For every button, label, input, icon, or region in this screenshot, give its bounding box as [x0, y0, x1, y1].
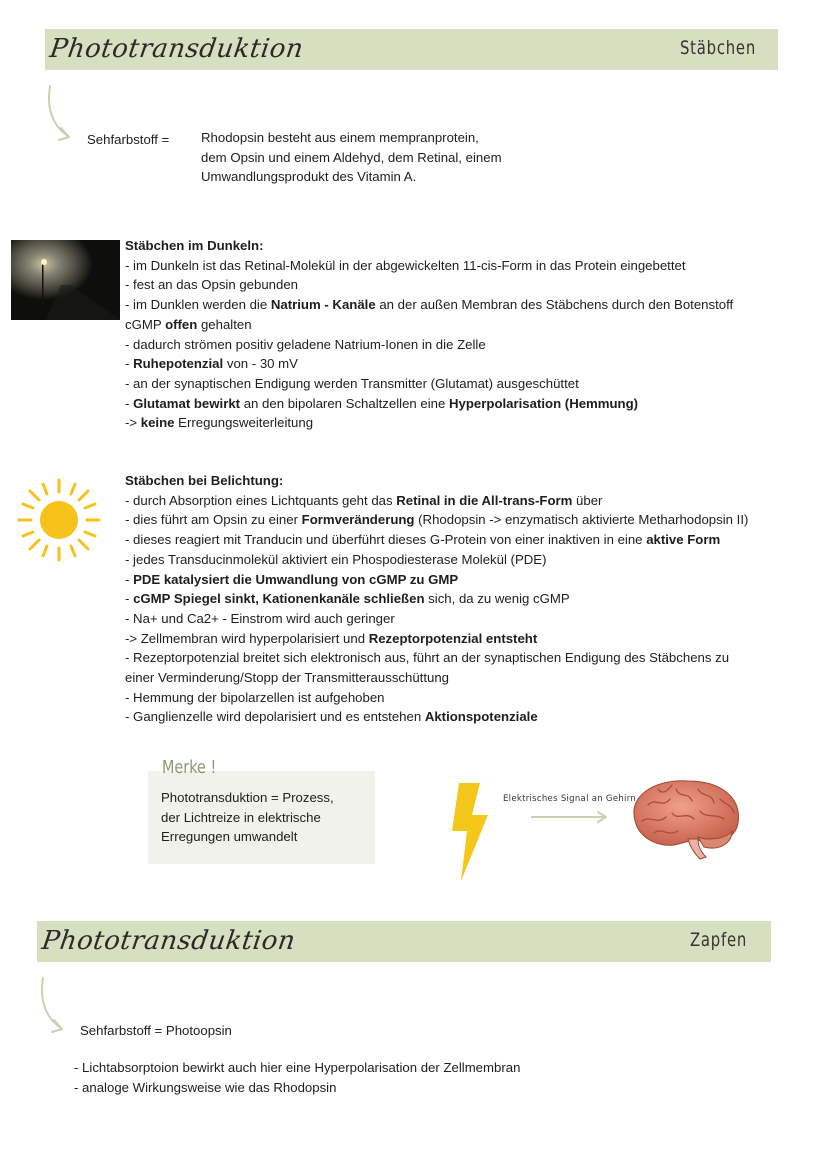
text-segment: cGMP [125, 316, 166, 332]
text-line: Umwandlungsprodukt des Vitamin A. [201, 169, 417, 185]
text-line [125, 256, 733, 276]
text-segment: sich, da zu wenig cGMP [424, 591, 570, 607]
text-segment: Erregungsweiterleitung [174, 415, 314, 431]
bold-text: Retinal in die All-trans-Form [396, 492, 573, 508]
bold-text: Aktionspotenziale [424, 709, 538, 725]
text-line: Phototransduktion = Prozess, [161, 790, 334, 805]
bold-text: Natrium - Kanäle [270, 297, 376, 313]
text-line [125, 550, 748, 570]
bold-text: Glutamat bewirkt [133, 395, 241, 411]
section-title: Phototransduktion [39, 926, 298, 956]
dark-lines [125, 256, 733, 433]
merke-text [161, 788, 334, 847]
text-segment: - fest an das Opsin gebunden [125, 277, 299, 293]
section-title: Phototransduktion [47, 34, 306, 64]
text-segment: -> Zellmembran wird hyperpolarisiert und [125, 630, 369, 646]
bold-text: Formveränderung [301, 512, 415, 528]
sehfarbstoff-label: Sehfarbstoff = [87, 132, 170, 147]
text-line: - Lichtabsorptoion bewirkt auch hier eine Hyperpolarisation der Zellmembran [74, 1060, 521, 1075]
text-line [125, 335, 733, 355]
bold-text: keine [140, 415, 175, 431]
lightning-icon [450, 781, 492, 883]
text-segment: einer Verminderung/Stopp der Transmitterausschüttung [125, 670, 450, 686]
text-segment: - [125, 591, 134, 607]
text-segment: an der außen Membran des Stäbchens durch den Botenstoff [375, 297, 734, 313]
text-line [125, 315, 733, 335]
text-line [125, 648, 748, 668]
sehfarbstoff-text [201, 128, 502, 187]
section-tag: Zapfen [690, 929, 748, 951]
text-segment: von - 30 mV [223, 356, 298, 372]
text-line [125, 295, 733, 315]
text-line [125, 275, 733, 295]
text-line [125, 707, 748, 727]
text-line [125, 530, 748, 550]
signal-arrow-icon [530, 810, 610, 824]
brain-illustration [628, 775, 748, 865]
text-line [125, 413, 733, 433]
bold-text: cGMP Spiegel sinkt, Kationenkanäle schließen [133, 591, 425, 607]
text-segment: - an der synaptischen Endigung werden Transmitter (Glutamat) ausgeschüttet [125, 375, 579, 391]
bold-text: aktive Form [646, 532, 721, 548]
text-segment: - Hemmung der bipolarzellen ist aufgehoben [125, 689, 385, 705]
text-segment: - jedes Transducinmolekül aktiviert ein Phospodiesterase Molekül (PDE) [125, 551, 547, 567]
light-section [125, 471, 748, 727]
text-segment: - [125, 395, 134, 411]
dark-street-photo [11, 240, 120, 320]
bold-text: Rezeptorpotenzial entsteht [368, 630, 538, 646]
text-line [125, 394, 733, 414]
text-line: dem Opsin und einem Aldehyd, dem Retinal, einem [201, 149, 502, 165]
sehfarbstoff-zapfen: Sehfarbstoff = Photoopsin [80, 1023, 232, 1038]
text-line [125, 668, 748, 688]
curved-arrow-icon [44, 84, 74, 146]
text-line [125, 354, 733, 374]
text-line: Rhodopsin besteht aus einem mempranprotein, [201, 130, 479, 145]
text-segment: - Rezeptorpotenzial breitet sich elektronisch aus, führt an der synaptischen Endigung des Stäbchens zu [125, 650, 730, 666]
bold-text: offen [165, 316, 198, 332]
text-segment: - dies führt am Opsin zu einer [125, 512, 302, 528]
text-segment: über [572, 492, 603, 508]
signal-label: Elektrisches Signal an Gehirn [503, 794, 637, 804]
sun-icon [16, 477, 102, 563]
text-line [125, 609, 748, 629]
light-heading: Stäbchen bei Belichtung: [125, 473, 284, 488]
text-segment: - im Dunklen werden die [125, 297, 271, 313]
light-lines [125, 491, 748, 727]
text-line [125, 510, 748, 530]
text-line: der Lichtreize in elektrische [161, 809, 321, 825]
text-segment: - [125, 571, 134, 587]
text-segment: - [125, 356, 134, 372]
section-tag: Stäbchen [680, 37, 757, 59]
merke-title: Merke ! [162, 757, 217, 778]
text-segment: - dieses reagiert mit Tranducin und überführt dieses G-Protein von einer inaktiven in eine [125, 532, 647, 548]
text-line [125, 589, 748, 609]
text-segment: - im Dunkeln ist das Retinal-Molekül in der abgewickelten 11-cis-Form in das Protein eingebettet [125, 257, 686, 273]
bold-text: PDE katalysiert die Umwandlung von cGMP zu GMP [133, 571, 459, 587]
text-segment: an den bipolaren Schaltzellen eine [240, 395, 450, 411]
text-line [125, 491, 748, 511]
text-segment: -> [125, 415, 141, 431]
text-segment: (Rhodopsin -> enzymatisch aktivierte Metharhodopsin II) [414, 512, 749, 528]
zapfen-text [74, 1058, 520, 1097]
dark-section [125, 236, 733, 433]
curved-arrow-icon [37, 976, 67, 1038]
bold-text: Hyperpolarisation (Hemmung) [449, 395, 639, 411]
text-segment: gehalten [197, 316, 252, 332]
text-line [125, 570, 748, 590]
text-segment: - Ganglienzelle wird depolarisiert und es entstehen [125, 709, 425, 725]
text-line [125, 374, 733, 394]
dark-heading: Stäbchen im Dunkeln: [125, 238, 264, 253]
text-line [125, 688, 748, 708]
text-segment: - Na+ und Ca2+ - Einstrom wird auch geringer [125, 610, 395, 626]
text-segment: - durch Absorption eines Lichtquants geht das [125, 492, 397, 508]
text-segment: - dadurch strömen positiv geladene Natrium-Ionen in die Zelle [125, 336, 486, 352]
bold-text: Ruhepotenzial [133, 356, 224, 372]
text-line: Erregungen umwandelt [161, 829, 298, 845]
text-line [125, 629, 748, 649]
text-line: - analoge Wirkungsweise wie das Rhodopsin [74, 1079, 337, 1095]
